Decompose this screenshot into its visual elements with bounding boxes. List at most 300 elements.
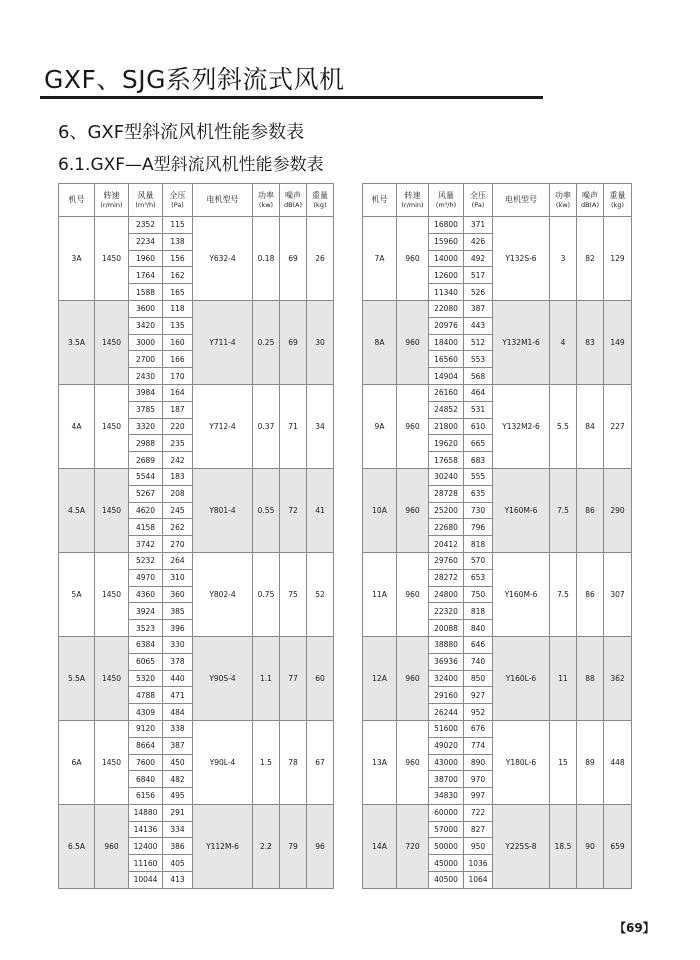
performance-table-left (58, 183, 334, 889)
motor-cell: Y90S-4 (193, 636, 253, 720)
pressure-cell: 464 (464, 384, 493, 401)
speed-cell: 720 (397, 804, 429, 888)
flow-cell: 15960 (429, 233, 464, 250)
speed-cell: 960 (397, 720, 429, 804)
model-no-cell: 4.5A (59, 468, 95, 552)
flow-cell: 12600 (429, 267, 464, 284)
weight-cell: 129 (604, 217, 632, 301)
table-row (59, 552, 334, 569)
pressure-cell: 338 (163, 720, 193, 737)
model-no-cell: 4A (59, 384, 95, 468)
pressure-cell: 890 (464, 754, 493, 771)
pressure-cell: 610 (464, 418, 493, 435)
power-cell: 1.5 (253, 720, 280, 804)
flow-cell: 32400 (429, 670, 464, 687)
pressure-cell: 164 (163, 384, 193, 401)
flow-cell: 4788 (129, 687, 163, 704)
fan-model-group (363, 720, 632, 804)
flow-cell: 6384 (129, 636, 163, 653)
noise-cell: 82 (577, 217, 604, 301)
col-header-speed: 转速 (r/min) (397, 184, 429, 217)
flow-cell: 5232 (129, 552, 163, 569)
pressure-cell: 555 (464, 468, 493, 485)
flow-cell: 6840 (129, 771, 163, 788)
speed-cell: 1450 (95, 552, 129, 636)
motor-cell: Y712-4 (193, 384, 253, 468)
fan-model-group (59, 384, 334, 468)
pressure-cell: 517 (464, 267, 493, 284)
page-number: 【69】 (614, 921, 655, 935)
pressure-cell: 385 (163, 603, 193, 620)
pressure-cell: 512 (464, 334, 493, 351)
noise-cell: 71 (280, 384, 307, 468)
pressure-cell: 840 (464, 620, 493, 637)
power-cell: 0.75 (253, 552, 280, 636)
pressure-cell: 160 (163, 334, 193, 351)
flow-cell: 5267 (129, 485, 163, 502)
pressure-cell: 526 (464, 284, 493, 301)
noise-cell: 79 (280, 804, 307, 888)
flow-cell: 20412 (429, 536, 464, 553)
flow-cell: 3785 (129, 401, 163, 418)
weight-cell: 34 (307, 384, 334, 468)
flow-cell: 2700 (129, 351, 163, 368)
weight-cell: 96 (307, 804, 334, 888)
table-row (363, 468, 632, 485)
flow-cell: 11340 (429, 284, 464, 301)
power-cell: 5.5 (550, 384, 577, 468)
pressure-cell: 950 (464, 838, 493, 855)
noise-cell: 86 (577, 468, 604, 552)
section-heading: 6、GXF型斜流风机性能参数表 (58, 122, 305, 143)
pressure-cell: 796 (464, 519, 493, 536)
flow-cell: 20088 (429, 620, 464, 637)
flow-cell: 3420 (129, 317, 163, 334)
motor-cell: Y160L-6 (493, 636, 550, 720)
flow-cell: 4620 (129, 502, 163, 519)
pressure-cell: 270 (163, 536, 193, 553)
flow-cell: 36936 (429, 653, 464, 670)
pressure-cell: 495 (163, 788, 193, 805)
flow-cell: 14000 (429, 250, 464, 267)
col-header-power: 功率 (kw) (253, 184, 280, 217)
flow-cell: 2234 (129, 233, 163, 250)
flow-cell: 2430 (129, 368, 163, 385)
pressure-cell: 165 (163, 284, 193, 301)
flow-cell: 30240 (429, 468, 464, 485)
table-row (363, 552, 632, 569)
weight-cell: 26 (307, 217, 334, 301)
fan-model-group (59, 300, 334, 384)
power-cell: 2.2 (253, 804, 280, 888)
flow-cell: 43000 (429, 754, 464, 771)
col-header-model-no: 机号 (363, 184, 397, 217)
table-header-row (59, 184, 334, 217)
pressure-cell: 166 (163, 351, 193, 368)
flow-cell: 20976 (429, 317, 464, 334)
col-header-weight: 重量 (kg) (307, 184, 334, 217)
speed-cell: 1450 (95, 300, 129, 384)
model-no-cell: 9A (363, 384, 397, 468)
speed-cell: 960 (397, 384, 429, 468)
weight-cell: 41 (307, 468, 334, 552)
pressure-cell: 740 (464, 653, 493, 670)
fan-model-group (363, 636, 632, 720)
table-row (363, 217, 632, 234)
flow-cell: 24852 (429, 401, 464, 418)
power-cell: 11 (550, 636, 577, 720)
model-no-cell: 12A (363, 636, 397, 720)
weight-cell: 307 (604, 552, 632, 636)
model-no-cell: 3.5A (59, 300, 95, 384)
flow-cell: 14136 (129, 821, 163, 838)
pressure-cell: 484 (163, 704, 193, 721)
weight-cell: 659 (604, 804, 632, 888)
flow-cell: 26160 (429, 384, 464, 401)
flow-cell: 34830 (429, 788, 464, 805)
fan-model-group (363, 552, 632, 636)
flow-cell: 28728 (429, 485, 464, 502)
model-no-cell: 11A (363, 552, 397, 636)
col-header-speed: 转速 (r/min) (95, 184, 129, 217)
flow-cell: 16800 (429, 217, 464, 234)
pressure-cell: 568 (464, 368, 493, 385)
noise-cell: 72 (280, 468, 307, 552)
noise-cell: 78 (280, 720, 307, 804)
pressure-cell: 818 (464, 536, 493, 553)
pressure-cell: 386 (163, 838, 193, 855)
col-header-noise: 噪声 dB(A) (577, 184, 604, 217)
model-no-cell: 6.5A (59, 804, 95, 888)
power-cell: 3 (550, 217, 577, 301)
model-no-cell: 3A (59, 217, 95, 301)
flow-cell: 26244 (429, 704, 464, 721)
motor-cell: Y180L-6 (493, 720, 550, 804)
performance-table-right (362, 183, 632, 889)
pressure-cell: 242 (163, 452, 193, 469)
pressure-cell: 183 (163, 468, 193, 485)
pressure-cell: 208 (163, 485, 193, 502)
pressure-cell: 827 (464, 821, 493, 838)
flow-cell: 12400 (129, 838, 163, 855)
pressure-cell: 970 (464, 771, 493, 788)
model-no-cell: 8A (363, 300, 397, 384)
weight-cell: 60 (307, 636, 334, 720)
model-no-cell: 10A (363, 468, 397, 552)
flow-cell: 1960 (129, 250, 163, 267)
power-cell: 4 (550, 300, 577, 384)
col-header-noise: 噪声 dB(A) (280, 184, 307, 217)
col-header-flow: 风量 (m³/h) (429, 184, 464, 217)
flow-cell: 16560 (429, 351, 464, 368)
weight-cell: 227 (604, 384, 632, 468)
speed-cell: 1450 (95, 468, 129, 552)
noise-cell: 69 (280, 300, 307, 384)
noise-cell: 75 (280, 552, 307, 636)
pressure-cell: 440 (163, 670, 193, 687)
flow-cell: 3742 (129, 536, 163, 553)
motor-cell: Y160M-6 (493, 552, 550, 636)
pressure-cell: 235 (163, 435, 193, 452)
motor-cell: Y132M2-6 (493, 384, 550, 468)
pressure-cell: 750 (464, 586, 493, 603)
weight-cell: 290 (604, 468, 632, 552)
table-row (59, 217, 334, 234)
motor-cell: Y160M-6 (493, 468, 550, 552)
flow-cell: 2689 (129, 452, 163, 469)
table-row (59, 720, 334, 737)
model-no-cell: 14A (363, 804, 397, 888)
speed-cell: 960 (397, 217, 429, 301)
flow-cell: 1764 (129, 267, 163, 284)
col-header-pressure: 全压 (Pa) (464, 184, 493, 217)
motor-cell: Y132M1-6 (493, 300, 550, 384)
pressure-cell: 378 (163, 653, 193, 670)
fan-model-group (59, 720, 334, 804)
power-cell: 0.37 (253, 384, 280, 468)
flow-cell: 3924 (129, 603, 163, 620)
fan-model-group (363, 468, 632, 552)
flow-cell: 2988 (129, 435, 163, 452)
pressure-cell: 387 (464, 300, 493, 317)
model-no-cell: 7A (363, 217, 397, 301)
flow-cell: 3600 (129, 300, 163, 317)
pressure-cell: 426 (464, 233, 493, 250)
col-header-motor: 电机型号 (493, 184, 550, 217)
flow-cell: 3523 (129, 620, 163, 637)
pressure-cell: 187 (163, 401, 193, 418)
speed-cell: 1450 (95, 636, 129, 720)
col-header-motor: 电机型号 (193, 184, 253, 217)
noise-cell: 88 (577, 636, 604, 720)
flow-cell: 25200 (429, 502, 464, 519)
pressure-cell: 396 (163, 620, 193, 637)
speed-cell: 960 (95, 804, 129, 888)
pressure-cell: 413 (163, 872, 193, 889)
flow-cell: 14904 (429, 368, 464, 385)
fan-model-group (363, 300, 632, 384)
motor-cell: Y132S-6 (493, 217, 550, 301)
flow-cell: 5320 (129, 670, 163, 687)
flow-cell: 3320 (129, 418, 163, 435)
flow-cell: 7600 (129, 754, 163, 771)
pressure-cell: 156 (163, 250, 193, 267)
speed-cell: 960 (397, 468, 429, 552)
motor-cell: Y711-4 (193, 300, 253, 384)
flow-cell: 49020 (429, 737, 464, 754)
pressure-cell: 665 (464, 435, 493, 452)
pressure-cell: 170 (163, 368, 193, 385)
noise-cell: 89 (577, 720, 604, 804)
flow-cell: 3000 (129, 334, 163, 351)
power-cell: 0.18 (253, 217, 280, 301)
flow-cell: 22080 (429, 300, 464, 317)
model-no-cell: 5A (59, 552, 95, 636)
flow-cell: 17658 (429, 452, 464, 469)
table-row (59, 636, 334, 653)
weight-cell: 30 (307, 300, 334, 384)
fan-model-group (363, 384, 632, 468)
pressure-cell: 1036 (464, 855, 493, 872)
col-header-pressure: 全压 (Pa) (163, 184, 193, 217)
flow-cell: 8664 (129, 737, 163, 754)
col-header-model-no: 机号 (59, 184, 95, 217)
flow-cell: 4970 (129, 569, 163, 586)
pressure-cell: 450 (163, 754, 193, 771)
motor-cell: Y801-4 (193, 468, 253, 552)
pressure-cell: 774 (464, 737, 493, 754)
flow-cell: 29760 (429, 552, 464, 569)
flow-cell: 57000 (429, 821, 464, 838)
motor-cell: Y90L-4 (193, 720, 253, 804)
flow-cell: 22680 (429, 519, 464, 536)
flow-cell: 6065 (129, 653, 163, 670)
speed-cell: 960 (397, 552, 429, 636)
speed-cell: 1450 (95, 384, 129, 468)
flow-cell: 38880 (429, 636, 464, 653)
pressure-cell: 115 (163, 217, 193, 234)
pressure-cell: 676 (464, 720, 493, 737)
power-cell: 1.1 (253, 636, 280, 720)
pressure-cell: 264 (163, 552, 193, 569)
pressure-cell: 262 (163, 519, 193, 536)
pressure-cell: 818 (464, 603, 493, 620)
table-row (59, 300, 334, 317)
flow-cell: 19620 (429, 435, 464, 452)
flow-cell: 2352 (129, 217, 163, 234)
flow-cell: 18400 (429, 334, 464, 351)
table-row (363, 384, 632, 401)
flow-cell: 6156 (129, 788, 163, 805)
pressure-cell: 330 (163, 636, 193, 653)
speed-cell: 960 (397, 300, 429, 384)
pressure-cell: 553 (464, 351, 493, 368)
pressure-cell: 952 (464, 704, 493, 721)
flow-cell: 5544 (129, 468, 163, 485)
flow-cell: 51600 (429, 720, 464, 737)
page-title: GXF、SJG系列斜流式风机 (44, 65, 345, 94)
flow-cell: 10044 (129, 872, 163, 889)
weight-cell: 362 (604, 636, 632, 720)
pressure-cell: 722 (464, 804, 493, 821)
flow-cell: 4158 (129, 519, 163, 536)
speed-cell: 1450 (95, 217, 129, 301)
table-row (59, 804, 334, 821)
model-no-cell: 13A (363, 720, 397, 804)
fan-model-group (59, 636, 334, 720)
flow-cell: 4360 (129, 586, 163, 603)
fan-model-group (59, 217, 334, 301)
col-header-flow: 风量 (m³/h) (129, 184, 163, 217)
pressure-cell: 653 (464, 569, 493, 586)
pressure-cell: 482 (163, 771, 193, 788)
pressure-cell: 291 (163, 804, 193, 821)
weight-cell: 149 (604, 300, 632, 384)
noise-cell: 77 (280, 636, 307, 720)
pressure-cell: 730 (464, 502, 493, 519)
flow-cell: 24800 (429, 586, 464, 603)
col-header-power: 功率 (kw) (550, 184, 577, 217)
pressure-cell: 492 (464, 250, 493, 267)
pressure-cell: 1064 (464, 872, 493, 889)
power-cell: 7.5 (550, 552, 577, 636)
pressure-cell: 360 (163, 586, 193, 603)
flow-cell: 21800 (429, 418, 464, 435)
power-cell: 0.55 (253, 468, 280, 552)
pressure-cell: 135 (163, 317, 193, 334)
pressure-cell: 443 (464, 317, 493, 334)
noise-cell: 69 (280, 217, 307, 301)
table-header-row (363, 184, 632, 217)
speed-cell: 1450 (95, 720, 129, 804)
flow-cell: 38700 (429, 771, 464, 788)
weight-cell: 67 (307, 720, 334, 804)
flow-cell: 45000 (429, 855, 464, 872)
pressure-cell: 683 (464, 452, 493, 469)
col-header-weight: 重量 (kg) (604, 184, 632, 217)
table-row (59, 384, 334, 401)
motor-cell: Y112M-6 (193, 804, 253, 888)
pressure-cell: 310 (163, 569, 193, 586)
motor-cell: Y632-4 (193, 217, 253, 301)
power-cell: 18.5 (550, 804, 577, 888)
pressure-cell: 570 (464, 552, 493, 569)
pressure-cell: 635 (464, 485, 493, 502)
flow-cell: 28272 (429, 569, 464, 586)
motor-cell: Y225S-8 (493, 804, 550, 888)
flow-cell: 1588 (129, 284, 163, 301)
fan-model-group (363, 804, 632, 888)
pressure-cell: 334 (163, 821, 193, 838)
pressure-cell: 162 (163, 267, 193, 284)
pressure-cell: 531 (464, 401, 493, 418)
flow-cell: 11160 (129, 855, 163, 872)
model-no-cell: 6A (59, 720, 95, 804)
pressure-cell: 371 (464, 217, 493, 234)
flow-cell: 40500 (429, 872, 464, 889)
power-cell: 0.25 (253, 300, 280, 384)
pressure-cell: 927 (464, 687, 493, 704)
flow-cell: 3984 (129, 384, 163, 401)
pressure-cell: 405 (163, 855, 193, 872)
flow-cell: 9120 (129, 720, 163, 737)
table-row (363, 300, 632, 317)
pressure-cell: 118 (163, 300, 193, 317)
noise-cell: 90 (577, 804, 604, 888)
pressure-cell: 997 (464, 788, 493, 805)
flow-cell: 60000 (429, 804, 464, 821)
motor-cell: Y802-4 (193, 552, 253, 636)
noise-cell: 83 (577, 300, 604, 384)
table-row (363, 636, 632, 653)
fan-model-group (59, 804, 334, 888)
pressure-cell: 245 (163, 502, 193, 519)
pressure-cell: 387 (163, 737, 193, 754)
power-cell: 7.5 (550, 468, 577, 552)
power-cell: 15 (550, 720, 577, 804)
title-underline (40, 96, 543, 99)
noise-cell: 84 (577, 384, 604, 468)
pressure-cell: 850 (464, 670, 493, 687)
flow-cell: 4309 (129, 704, 163, 721)
table-row (363, 720, 632, 737)
weight-cell: 52 (307, 552, 334, 636)
pressure-cell: 138 (163, 233, 193, 250)
pressure-cell: 220 (163, 418, 193, 435)
pressure-cell: 471 (163, 687, 193, 704)
flow-cell: 22320 (429, 603, 464, 620)
fan-model-group (363, 217, 632, 301)
